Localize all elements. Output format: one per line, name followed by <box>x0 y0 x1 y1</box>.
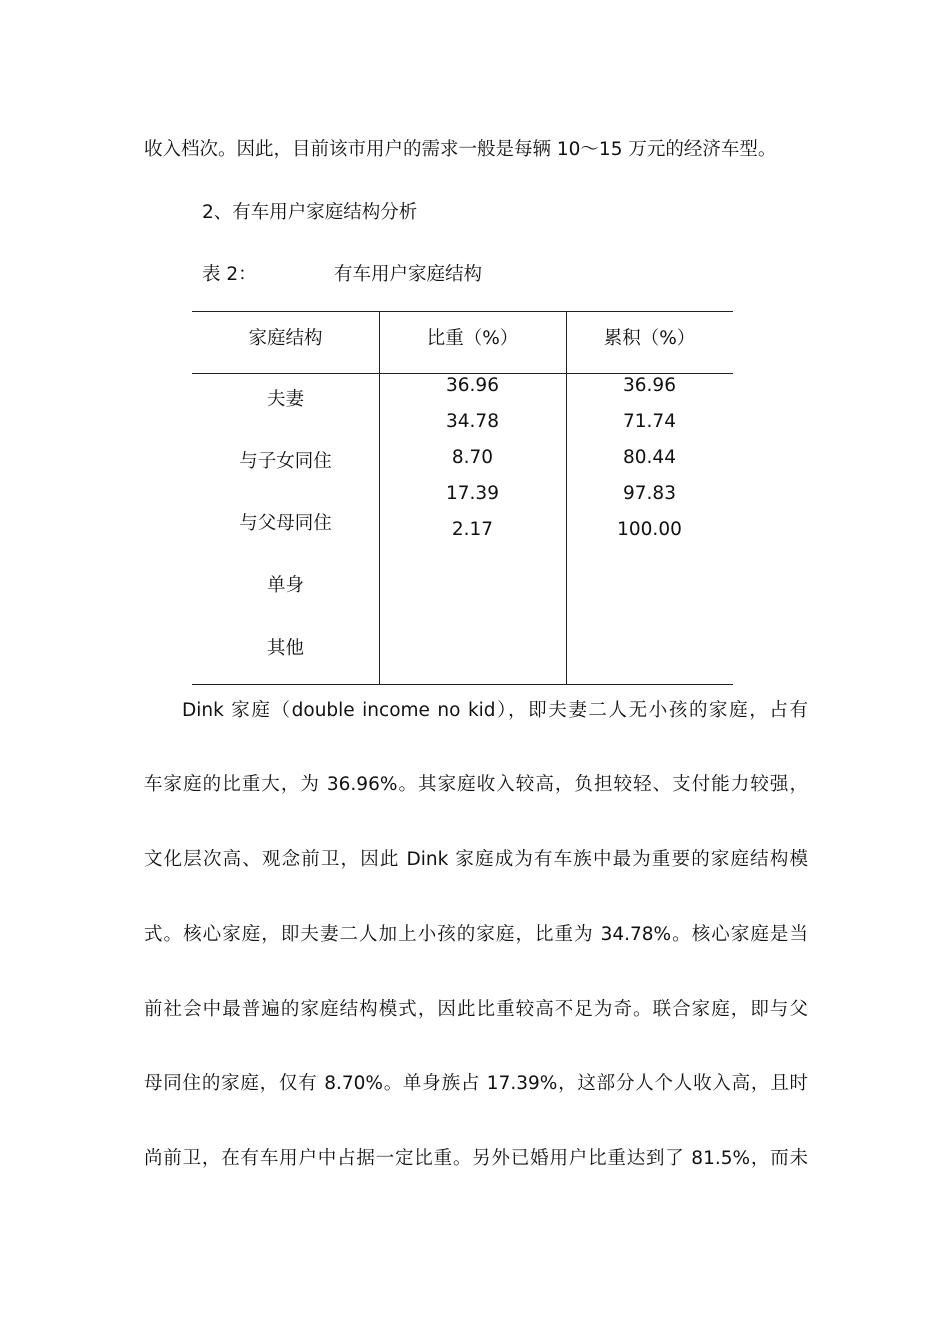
table-share-value: 34.78 <box>446 411 499 432</box>
paragraph-line: 尚前卫，在有车用户中占据一定比重。另外已婚用户比重达到了 81.5%，而未 <box>144 1148 808 1169</box>
table-caption-label: 表 2： <box>202 264 257 285</box>
table-header-structure: 家庭结构 <box>248 328 323 349</box>
text-line: 收入档次。因此，目前该市用户的需求一般是每辆 10～15 万元的经济车型。 <box>144 139 777 160</box>
table-share-value: 8.70 <box>451 447 494 468</box>
table-header-cumulative: 累积（%） <box>603 328 696 349</box>
paragraph-line: 母同住的家庭，仅有 8.70%。单身族占 17.39%，这部分人个人收入高，且时 <box>144 1073 808 1094</box>
table-bottom-rule <box>192 684 733 685</box>
paragraph-line: 车家庭的比重大，为 36.96%。其家庭收入较高，负担较轻、支付能力较强， <box>144 774 808 795</box>
table-share-value: 36.96 <box>446 375 499 396</box>
table-cumulative-value: 36.96 <box>623 375 676 396</box>
table-top-rule <box>192 311 733 312</box>
table-category: 与子女同住 <box>239 451 332 472</box>
table-share-value: 17.39 <box>446 483 499 504</box>
table-category: 夫妻 <box>266 389 304 410</box>
table-share-value: 2.17 <box>451 519 494 540</box>
table-cumulative-value: 97.83 <box>623 483 676 504</box>
table-header-share: 比重（%） <box>426 328 519 349</box>
paragraph-line: 式。核心家庭，即夫妻二人加上小孩的家庭，比重为 34.78%。核心家庭是当 <box>144 924 808 945</box>
table-cumulative-value: 100.00 <box>617 519 682 540</box>
section-heading: 2、有车用户家庭结构分析 <box>202 202 418 223</box>
paragraph-line: 前社会中最普遍的家庭结构模式，因此比重较高不足为奇。联合家庭，即与父 <box>144 999 808 1020</box>
table-category: 与父母同住 <box>239 513 332 534</box>
table-cumulative-value: 80.44 <box>623 447 676 468</box>
table-category: 单身 <box>266 575 304 596</box>
paragraph-line: 文化层次高、观念前卫，因此 Dink 家庭成为有车族中最为重要的家庭结构模 <box>144 849 808 870</box>
family-structure-table <box>192 311 733 685</box>
paragraph-line: Dink 家庭（double income no kid），即夫妻二人无小孩的家庭，占有 <box>182 700 808 721</box>
table-caption-title: 有车用户家庭结构 <box>334 264 483 285</box>
table-cumulative-value: 71.74 <box>623 411 676 432</box>
table-category: 其他 <box>266 638 304 659</box>
